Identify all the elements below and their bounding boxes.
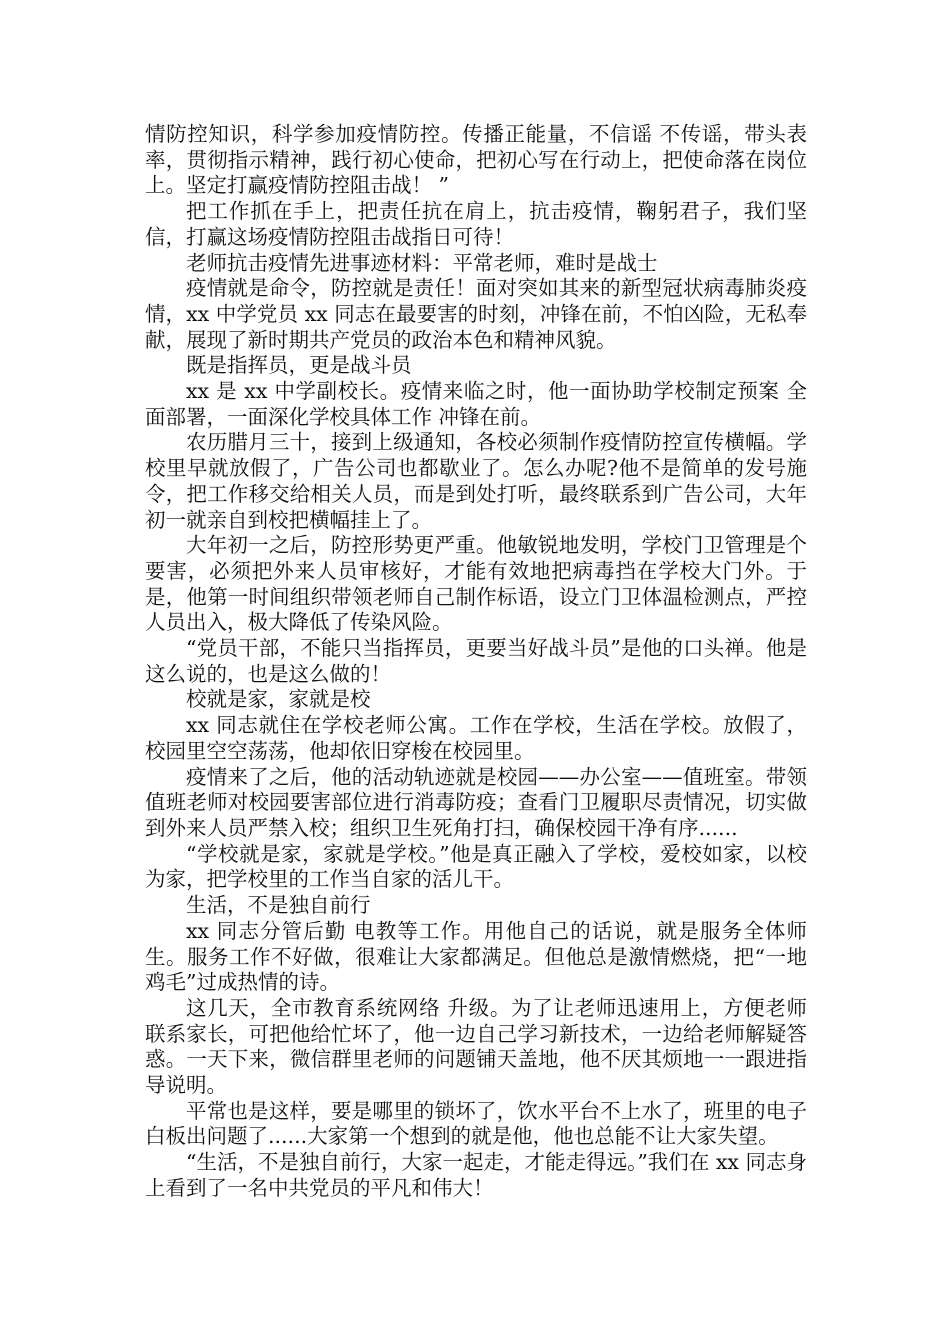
paragraph-continuation: 情防控知识，科学参加疫情防控。传播正能量，不信谣 不传谣，带头表率，贯彻指示精神，践行初心使命，把初心写在行动上，把使命落在岗位上。坚定打赢疫情防控阻击战！ ” bbox=[145, 122, 807, 198]
subheading: 生活，不是独自前行 bbox=[186, 893, 371, 918]
paragraph: “生活，不是独自前行，大家一起走，才能走得远。”我们在 xx 同志身上看到了一名中共党员的平凡和伟大！ bbox=[145, 1150, 807, 1200]
paragraph: 疫情就是命令，防控就是责任！面对突如其来的新型冠状病毒肺炎疫情，xx 中学党员 xx 同志在最要害的时刻，冲锋在前，不怕凶险，无私奉献，展现了新时期共产党员的政治本色和精神风貌。 bbox=[145, 276, 807, 352]
subheading: 既是指挥员，更是战斗员 bbox=[186, 353, 412, 378]
paragraph: “学校就是家，家就是学校。”他是真正融入了学校，爱校如家，以校为家，把学校里的工作当自家的活儿干。 bbox=[145, 841, 807, 892]
paragraph: xx 是 xx 中学副校长。疫情来临之时，他一面协助学校制定预案 全面部署，一面深化学校具体工作 冲锋在前。 bbox=[145, 379, 807, 429]
paragraph: 疫情来了之后，他的活动轨迹就是校园——办公室——值班室。带领值班老师对校园要害部位进行消毒防疫；查看门卫履职尽责情况，切实做到外来人员严禁入校；组织卫生死角打扫，确保校园干净有序...... bbox=[145, 764, 807, 840]
paragraph: 把工作抓在手上，把责任抗在肩上，抗击疫情，鞠躬君子，我们坚信，打赢这场疫情防控阻击战指日可待！ bbox=[145, 199, 807, 249]
paragraph: 农历腊月三十，接到上级通知，各校必须制作疫情防控宣传横幅。学校里早就放假了，广告公司也都歇业了。怎么办呢?他不是简单的发号施令，把工作移交给相关人员，而是到处打听，最终联系到广告公司，大年初一就亲自到校把横幅挂上了。 bbox=[145, 430, 807, 532]
section-title: 老师抗击疫情先进事迹材料：平常老师，难时是战士 bbox=[186, 250, 658, 275]
paragraph: xx 同志分管后勤 电教等工作。用他自己的话说，就是服务全体师生。服务工作不好做，很难让大家都满足。但他总是激情燃烧，把“一地鸡毛”过成热情的诗。 bbox=[145, 918, 807, 995]
paragraph: xx 同志就住在学校老师公寓。工作在学校，生活在学校。放假了，校园里空空荡荡，他却依旧穿梭在校园里。 bbox=[145, 713, 807, 763]
document-body bbox=[145, 122, 807, 1202]
paragraph: 大年初一之后，防控形势更严重。他敏锐地发明，学校门卫管理是个要害，必须把外来人员审核好，才能有效地把病毒挡在学校大门外。于是，他第一时间组织带领老师自己制作标语，设立门卫体温检测点，严控人员出入，极大降低了传染风险。 bbox=[145, 533, 807, 635]
paragraph: 这几天，全市教育系统网络 升级。为了让老师迅速用上，方便老师联系家长，可把他给忙坏了，他一边自己学习新技术，一边给老师解疑答惑。一天下来，微信群里老师的问题铺天盖地，他不厌其烦地一一跟进指导说明。 bbox=[145, 995, 807, 1098]
subheading: 校就是家，家就是校 bbox=[186, 687, 371, 712]
paragraph: 平常也是这样，要是哪里的锁坏了，饮水平台不上水了，班里的电子白板出问题了......大家第一个想到的就是他，他也总能不让大家失望。 bbox=[145, 1098, 807, 1149]
paragraph: “党员干部，不能只当指挥员，更要当好战斗员”是他的口头禅。他是这么说的，也是这么做的！ bbox=[145, 636, 807, 686]
